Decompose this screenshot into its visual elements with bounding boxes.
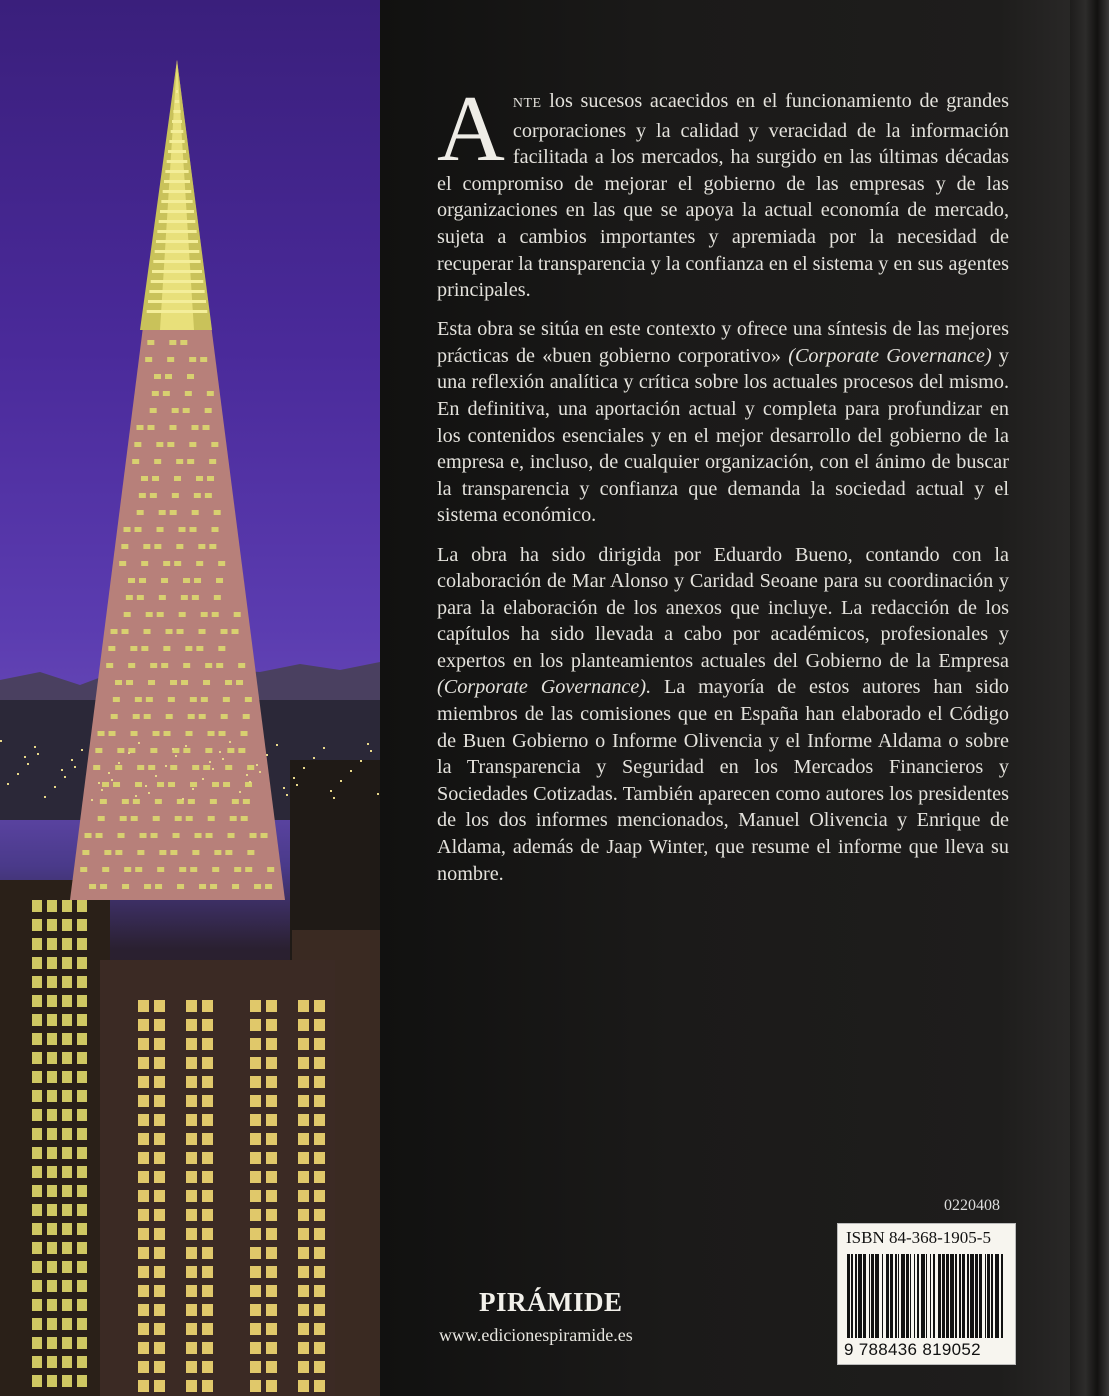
- isbn-barcode-box: [837, 1223, 1016, 1365]
- paragraph-3: [437, 542, 1009, 888]
- paragraph-1-text: los sucesos acaecidos en el funcionamiento de grandes corporaciones y la calidad y veracidad de la información facilitada a los mercados, ha surgido en las últimas décadas el compromiso de mejorar el gobierno de las empresas y de las organizaciones en las que se apoya la actual economía de mercado, sujeta a cambios importantes y apremiada por la necesidad de recuperar la transparencia y la confianza en el sistema y en sus agentes principales.: [437, 90, 1009, 302]
- paragraph-3-a: La obra ha sido dirigida por Eduardo Bueno, contando con la colaboración de Mar Alonso y Caridad Seoane para su coordinación y para la elaboración de los anexos que incluye. La redacción de los capítulos ha sido llevada a cabo por académicos, profesionales y expertos en los planteamientos actuales del Gobierno de la Empresa: [437, 543, 1009, 672]
- blurb-text: [437, 77, 1010, 900]
- paragraph-2-italic: (Corporate Governance): [788, 344, 992, 367]
- paragraph-2-b: y una reflexión analítica y crítica sobre los actuales procesos del mismo. En definitiva, una aportación actual y completa para profundizar en los contenidos esenciales y en el mejor desarrollo del gobierno de la empresa e, incluso, de cualquier organización, con el ánimo de buscar la transparencia y confianza que demanda la sociedad actual y el sistema económico.: [437, 344, 1010, 527]
- drop-cap: A: [437, 77, 505, 181]
- product-code: 0220408: [944, 1197, 1000, 1214]
- paragraph-3-italic: (Corporate Governance).: [437, 676, 652, 699]
- barcode-icon: [847, 1254, 1007, 1338]
- small-caps-word: NTE: [512, 96, 542, 111]
- paragraph-1: [437, 77, 1009, 304]
- publisher-name: PIRÁMIDE: [479, 1287, 623, 1317]
- paragraph-2: [437, 316, 1009, 529]
- paragraph-3-b: La mayoría de estos autores han sido miembros de las comisiones que en España han elaborado el Código de Buen Gobierno o Informe Olivencia y el Informe Aldama o sobre la Transparencia y Seguridad en los Mercados Financieros y Sociedades Cotizadas. También aparecen como autores los presidentes de los dos informes mencionados, Manuel Olivencia y Enrique de Aldama, además de Jaap Winter, que resume el informe que lleva su nombre.: [437, 676, 1010, 885]
- skyscraper-photo: [0, 0, 380, 1396]
- spine-edge: [1070, 0, 1109, 1396]
- barcode-digits: 9 788436 819052: [844, 1340, 981, 1359]
- isbn-label: ISBN 84-368-1905-5: [846, 1228, 991, 1247]
- publisher-website: www.edicionespiramide.es: [439, 1325, 633, 1345]
- paragraph-2-a: Esta obra se sitúa en este contexto y ofrece una síntesis de las mejores prácticas de «buen gobierno corporativo»: [437, 318, 1009, 367]
- cover-photo: [0, 0, 380, 1396]
